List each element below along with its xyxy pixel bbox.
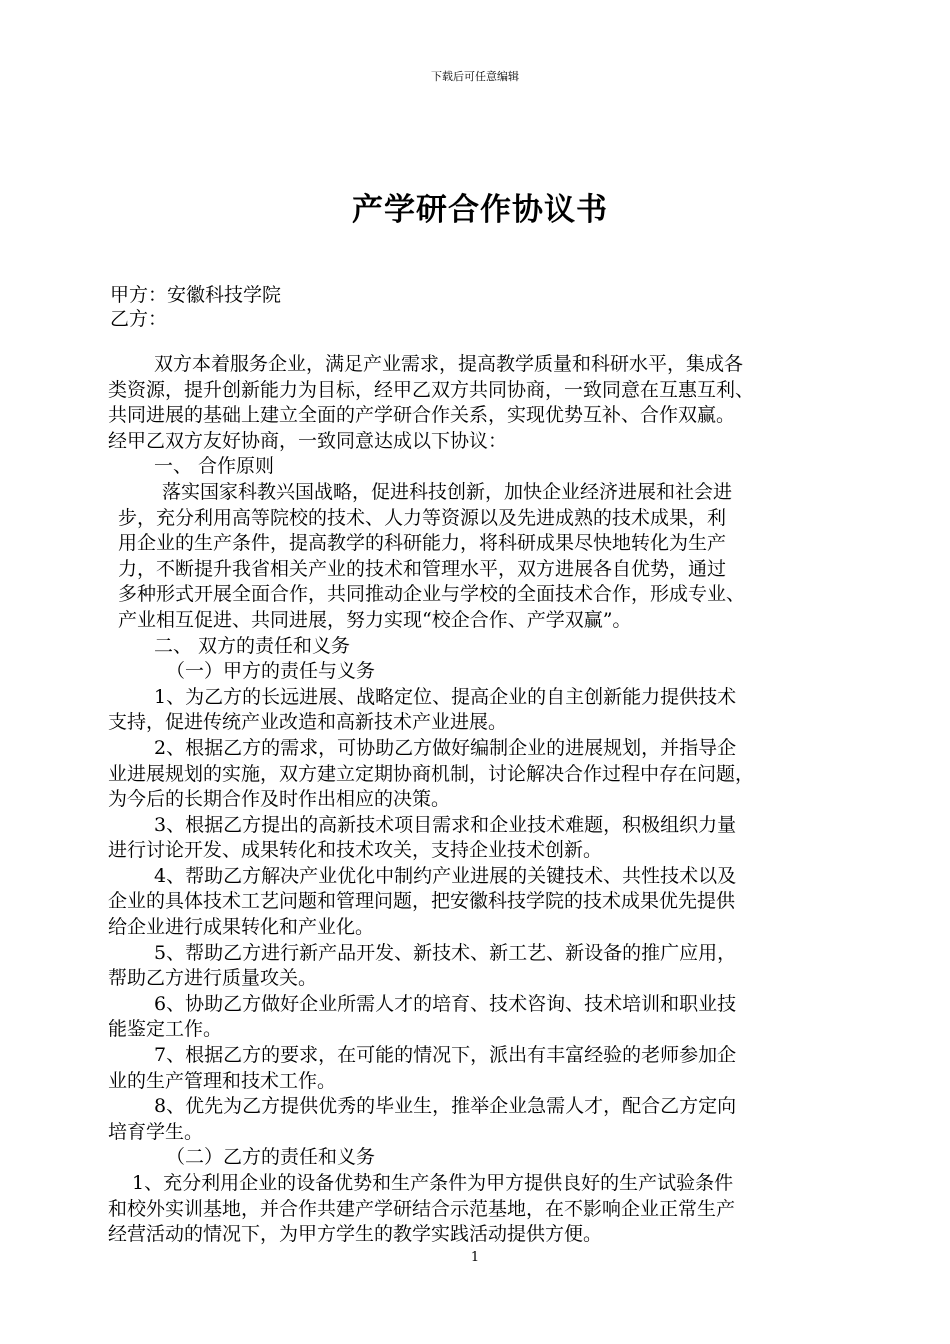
party-a-item: 7、根据乙方的要求，在可能的情况下，派出有丰富经验的老师参加企 业的生产管理和技术工作。 — [108, 1044, 737, 1092]
party-a-item: 3、根据乙方提出的高新技术项目需求和企业技术难题，积极组织力量 进行讨论开发、成果转化和技术攻关，支持企业技术创新。 — [108, 813, 737, 862]
party-b-item: 1、充分利用企业的设备优势和生产条件为甲方提供良好的生产试验条件 和校外实训基地，并合作共建产学研结合示范基地，在不影响企业正常生产 经营活动的情况下，为甲方学生的教学实践活动提供方便。 — [108, 1172, 736, 1246]
party-a-item: 8、优先为乙方提供优秀的毕业生，推举企业急需人才，配合乙方定向 培育学生。 — [108, 1095, 737, 1143]
party-a-item: 2、根据乙方的需求，可协助乙方做好编制企业的进展规划，并指导企 业进展规划的实施，双方建立定期协商机制，讨论解决合作过程中存在问题， 为今后的长期合作及时作出相应的决策。 — [108, 736, 755, 811]
header-note: 下载后可任意编辑 — [431, 70, 519, 83]
document-title: 产学研合作协议书 — [352, 192, 608, 228]
principles-paragraph: 落实国家科教兴国战略，促进科技创新，加快企业经济进展和社会进 步，充分利用高等院校的技术、人力等资源以及先进成熟的技术成果，利 用企业的生产条件，提高教学的科研能力，将科研成果尽快地转化为生产 力，不断提升我省相关产业的技术和管理水平，双方进展各自优势，通过 多种形式开展全面合作，共同推动企业与学校的全面技术合作，形成专业、 产业相互促进、共同进展，努力实现“校企合作、产学双赢”。 — [118, 480, 746, 631]
party-a-item: 6、协助乙方做好企业所需人才的培育、技术咨询、技术培训和职业技 能鉴定工作。 — [108, 992, 737, 1041]
page-number: 1 — [470, 1250, 480, 1265]
agreement-body — [108, 352, 868, 1248]
subsection-heading-party-a: （一）甲方的责任与义务 — [166, 660, 376, 683]
party-a-item: 1、为乙方的长远进展、战略定位、提高企业的自主创新能力提供技术 支持，促进传统产业改造和高新技术产业进展。 — [108, 685, 737, 734]
party-a: 甲方：安徽科技学院 — [110, 284, 282, 306]
section-heading-duties: 二、 双方的责任和义务 — [154, 634, 351, 657]
section-heading-principles: 一、 合作原则 — [154, 455, 275, 478]
subsection-heading-party-b: （二）乙方的责任和义务 — [166, 1146, 376, 1169]
party-a-item: 4、帮助乙方解决产业优化中制约产业进展的关键技术、共性技术以及 企业的具体技术工艺问题和管理问题，把安徽科技学院的技术成果优先提供 给企业进行成果转化和产业化。 — [108, 864, 737, 939]
party-a-item: 5、帮助乙方进行新产品开发、新技术、新工艺、新设备的推广应用， 帮助乙方进行质量攻关。 — [108, 941, 737, 990]
party-b: 乙方： — [110, 308, 168, 330]
intro-paragraph: 双方本着服务企业，满足产业需求，提高教学质量和科研水平，集成各 类资源，提升创新能力为目标，经甲乙双方共同协商，一致同意在互惠互利、 共同进展的基础上建立全面的产学研合作关系，实现优势互补、合作双赢。 经甲乙双方友好协商，一致同意达成以下协议： — [108, 353, 755, 452]
